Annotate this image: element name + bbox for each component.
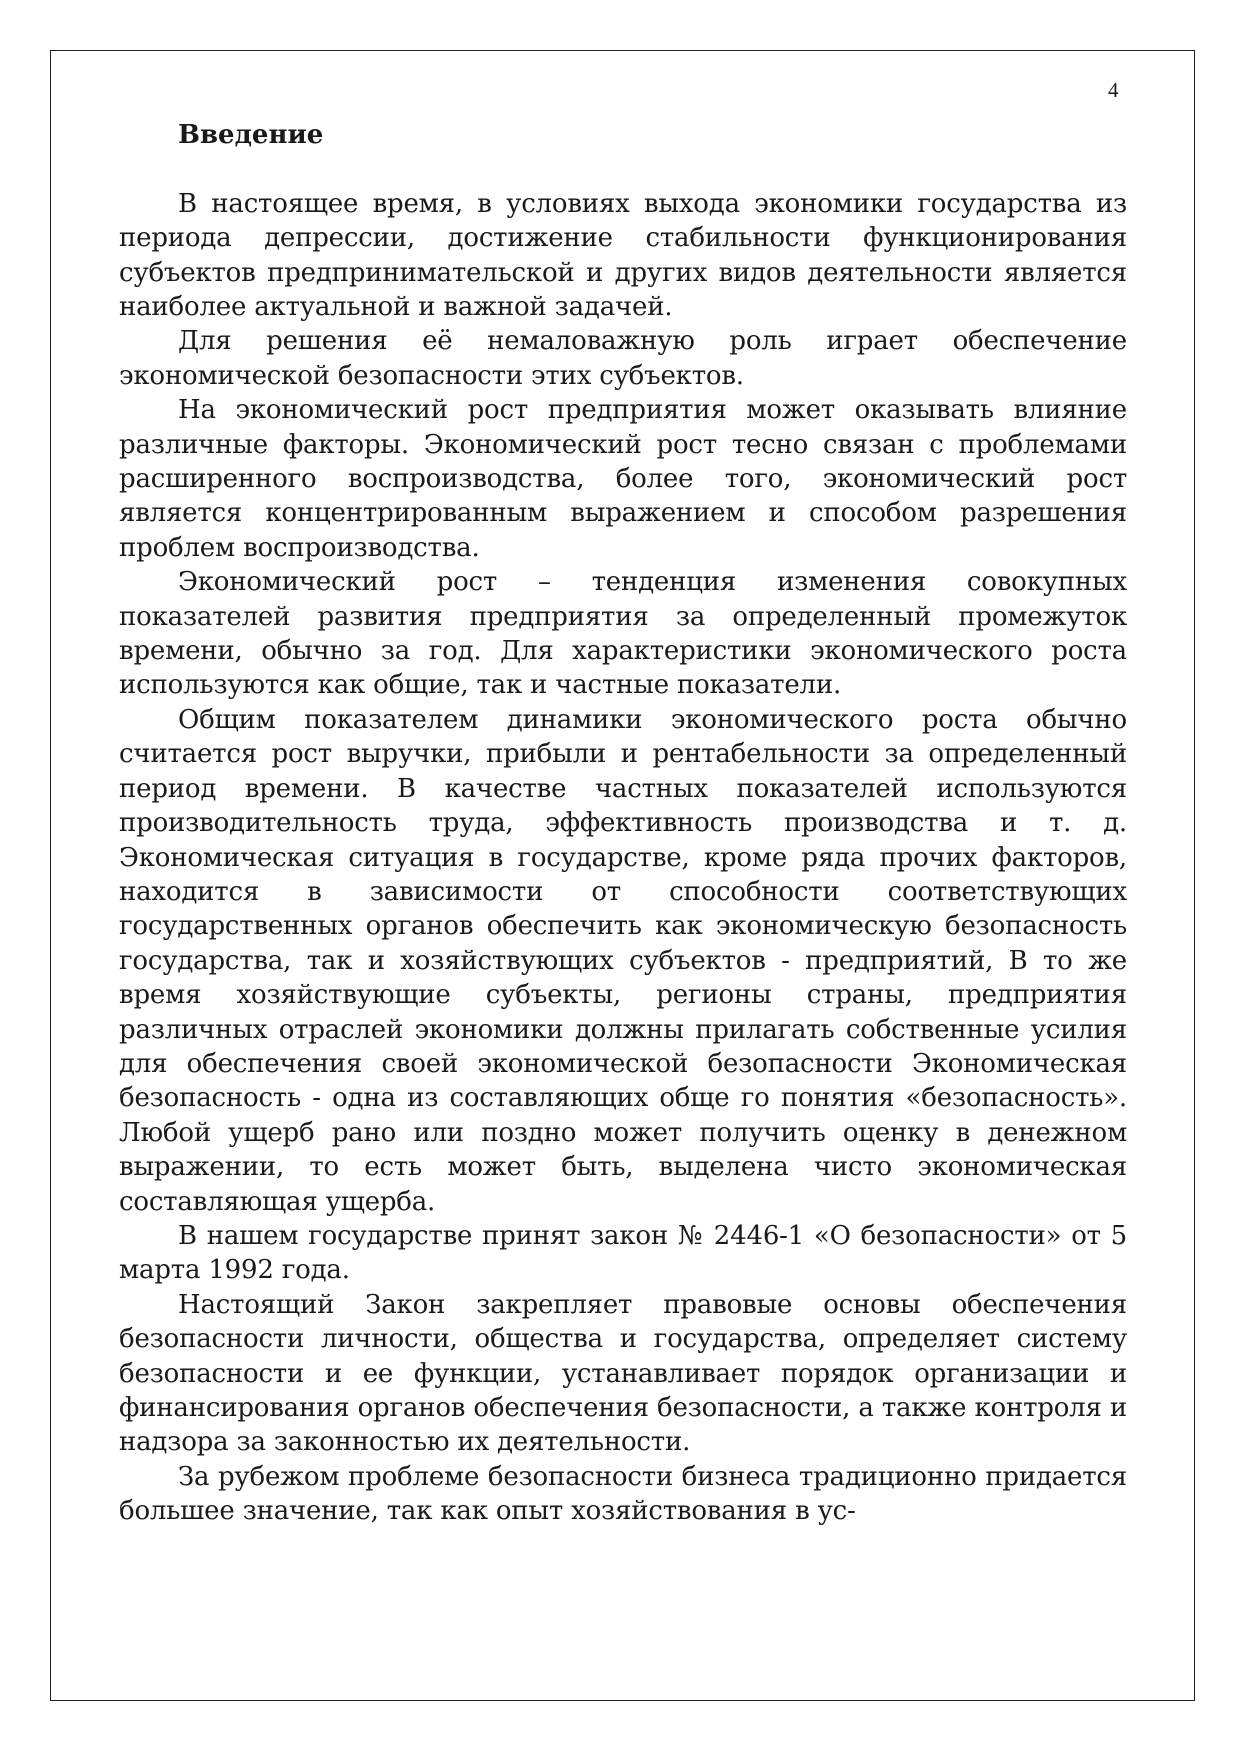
paragraph: В настоящее время, в условиях выхода экономики государства из периода депрессии, достижение стабильности функционирования субъектов предпринимательской и других видов деятельности является наиболее актуальной и важной задачей.: [119, 188, 1127, 323]
paragraph: Настоящий Закон закрепляет правовые основы обеспечения безопасности личности, общества и государства, определяет систему безопасности и ее функции, устанавливает порядок организации и финансирования органов обеспечения безопасности, а также контроля и надзора за законностью их деятельности.: [119, 1289, 1127, 1458]
page-number: 4: [1108, 78, 1119, 102]
section-heading: Введение: [178, 120, 324, 150]
paragraph: За рубежом проблеме безопасности бизнеса традиционно придается большее значение, так как опыт хозяйствования в ус-: [119, 1461, 1127, 1527]
paragraph: Для решения её немаловажную роль играет обеспечение экономической безопасности этих субъектов.: [119, 326, 1127, 391]
body-text: [119, 187, 1127, 1529]
paragraph: На экономический рост предприятия может оказывать влияние различные факторы. Экономический рост тесно связан с проблемами расширенного воспроизводства, более того, экономический рост является концентрированным выражением и способом разрешения проблем воспроизводства.: [119, 395, 1127, 563]
paragraph: Экономический рост – тенденция изменения совокупных показателей развития предприятия за определенный промежуток времени, обычно за год. Для характеристики экономического роста используются как общие, так и частные показатели.: [119, 567, 1127, 701]
paragraph: Общим показателем динамики экономического роста обычно считается рост выручки, прибыли и рентабельности за определенный период времени. В качестве частных показателей используются производительность труда, эффективность производства и т. д. Экономическая ситуация в государстве, кроме ряда прочих факторов, находится в зависимости от способности соответствующих государственных органов обеспечить как экономическую безопасность государства, так и хозяйствующих субъектов - предприятий, В то же время хозяйствующие субъекты, регионы страны, предприятия различных отраслей экономики должны прилагать собственные усилия для обеспечения своей экономической безопасности Экономическая безопасность - одна из составляющих обще го понятия «безопасность». Любой ущерб рано или поздно может получить оценку в денежном выражении, то есть может быть, выделена чисто экономическая составляющая ущерба.: [119, 704, 1127, 1217]
page-content: [119, 118, 1127, 1529]
paragraph: В нашем государстве принят закон № 2446-1 «О безопасности» от 5 марта 1992 года.: [119, 1220, 1127, 1286]
